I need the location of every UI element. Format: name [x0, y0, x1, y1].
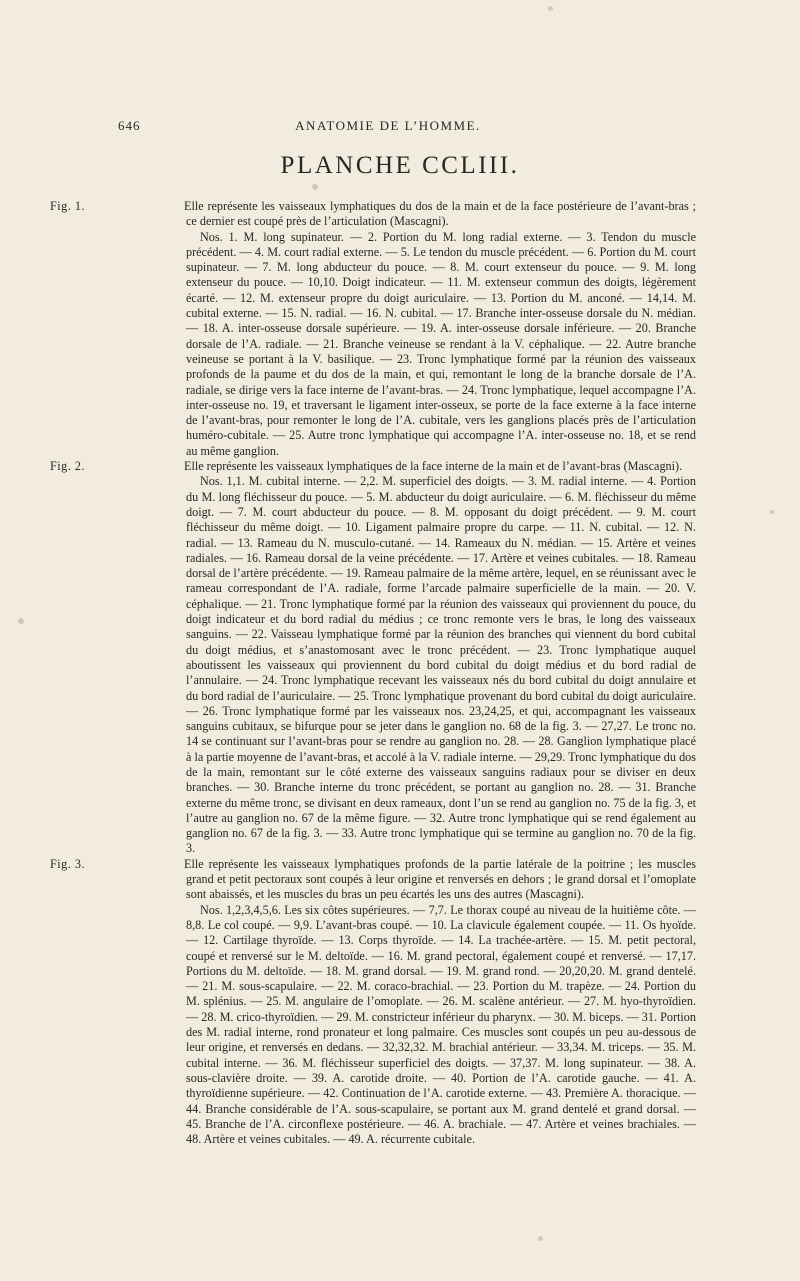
figure-1-legend: Nos. 1. M. long supinateur. — 2. Portion du M. long radial externe. — 3. Tendon du muscle précédent. — 4. M. court radial externe. — 5. Le tendon du muscle précédent. — 6. Portion du M. court supinateur. — 7. M. long abducteur du pouce. — 8. M. court extenseur du pouce. — 9. M. long extenseur du pouce. — 10,10. Doigt indicateur. — 11. M. extenseur commun des doigts, légèrement écarté. — 12. M. extenseur propre du doigt auriculaire. — 13. Portion du M. anconé. — 14,14. M. cubital externe. — 15. N. radial. — 16. N. cubital. — 17. Branche inter-osseuse dorsale du N. médian. — 18. A. inter-osseuse dorsale supérieure. — 19. A. inter-osseuse dorsale inférieure. — 20. Branche dorsale de l’A. radiale. — 21. Branche veineuse se rendant à la V. céphalique. — 22. Autre branche veineuse se portant à la V. basilique. — 23. Tronc lymphatique formé par la réunion des vaisseaux profonds de la paume et du dos de la main, et qui, remontant le long de la branche dorsale de l’A. radiale, se dirige vers la face interne de l’avant-bras. — 24. Tronc lymphatique, lequel accompagne l’A. inter-osseuse no. 19, et traversant le ligament inter-osseux, se porte de la face externe à la face interne de l’avant-bras, pour remonter le long de l’A. cubitale, vers les ganglions placés près de l’articulation huméro-cubitale. — 25. Autre tronc lymphatique qui accompagne l’A. inter-osseuse no. 18, et se rend au même ganglion.	[186, 229, 696, 458]
body-text	[50, 199, 696, 1147]
figure-3-label: Fig. 3.	[50, 856, 85, 871]
paper-speck	[770, 510, 774, 514]
plate-title: PLANCHE CCLIII.	[280, 152, 520, 179]
page-number: 646	[118, 118, 141, 133]
figure-1-intro	[50, 199, 696, 230]
figure-3-intro	[50, 856, 696, 903]
figure-2-legend: Nos. 1,1. M. cubital interne. — 2,2. M. superficiel des doigts. — 3. M. radial interne. — 4. Portion du M. long fléchisseur du pouce. — 5. M. abducteur du doigt auriculaire. — 6. M. fléchisseur du même doigt. — 7. M. court abducteur du pouce. — 8. M. opposant du doigt précédent. — 9. M. court fléchisseur du même doigt. — 10. Ligament palmaire propre du carpe. — 11. N. cubital. — 12. N. radial. — 13. Rameau du N. musculo-cutané. — 14. Rameaux du N. médian. — 15. Artère et veines radiales. — 16. Rameau dorsal de la veine précédente. — 17. Artère et veines cubitales. — 18. Rameau dorsal de l’artère précédente. — 19. Rameau palmaire de la même artère, lequel, en se réunissant avec le rameau correspondant de l’A. radiale, forme l’arcade palmaire superficielle de la main. — 20. V. céphalique. — 21. Tronc lymphatique formé par la réunion des vaisseaux qui proviennent du pouce, du doigt indicateur et du bord radial du médius ; ce tronc remonte vers le bras, le long des vaisseaux sanguins. — 22. Vaisseau lymphatique formé par la réunion des branches qui viennent du bord cubital du doigt médius, et s’anastomosant avec le tronc précédent. — 23. Tronc lymphatique auquel aboutissent les vaisseaux qui proviennent du bord cubital du doigt médius et du bord radial de l’annulaire. — 24. Tronc lymphatique recevant les vaisseaux nés du bord cubital du doigt annulaire et du bord radial de l’auriculaire. — 25. Tronc lymphatique provenant du bord cubital du doigt auriculaire. — 26. Tronc lymphatique formé par les vaisseaux nos. 23,24,25, et qui, accompagnant les vaisseaux sanguins cubitaux, se bifurque pour se jeter dans le ganglion no. 68 de la fig. 3. — 27,27. Le tronc no. 14 se continuant sur l’avant-bras pour se rendre au ganglion no. 28. — 28. Ganglion lymphatique placé à la partie moyenne de l’avant-bras, et accolé à la V. radiale interne. — 29,29. Tronc lymphatique du dos de la main, remontant sur le côté externe des vaisseaux sanguins radiaux pour se diviser en deux branches. — 30. Branche interne du tronc précédent, se portant au ganglion no. 28. — 31. Branche externe du même tronc, se divisant en deux rameaux, dont l’un se rend au ganglion no. 75 de la fig. 3, et l’autre au ganglion no. 67 de la même figure. — 32. Autre tronc lymphatique qui se rend également au ganglion no. 67 de la fig. 3. — 33. Autre tronc lymphatique qui se termine au ganglion no. 70 de la fig. 3.	[186, 474, 696, 856]
figure-2-intro-text: Elle représente les vaisseaux lymphatiques de la face interne de la main et de l’avant-bras (Mascagni).	[184, 459, 683, 474]
figure-1-intro-text: Elle représente les vaisseaux lymphatiques du dos de la main et de la face postérieure de l’avant-bras ; ce dernier est coupé près de l’articulation (Mascagni).	[184, 199, 696, 229]
figure-3	[50, 856, 696, 1148]
paper-speck	[18, 618, 24, 624]
running-title: ANATOMIE DE L’HOMME.	[295, 118, 481, 133]
paper-speck	[548, 6, 553, 11]
figure-1-label: Fig. 1.	[50, 199, 85, 213]
figure-3-legend: Nos. 1,2,3,4,5,6. Les six côtes supérieures. — 7,7. Le thorax coupé au niveau de la huitième côte. — 8,8. Le col coupé. — 9,9. L’avant-bras coupé. — 10. La clavicule également coupée. — 11. Os hyoïde. — 12. Cartilage thyroïde. — 13. Corps thyroïde. — 14. La trachée-artère. — 15. M. petit pectoral, coupé et renversé sur le M. deltoïde. — 16. M. grand pectoral, également coupé et renversé. — 17,17. Portions du M. deltoïde. — 18. M. grand dorsal. — 19. M. grand rond. — 20,20,20. M. grand dentelé. — 21. M. sous-scapulaire. — 22. M. coraco-brachial. — 23. Portion du M. trapèze. — 24. Portion du M. splénius. — 25. M. angulaire de l’omoplate. — 26. M. scalène antérieur. — 27. M. hyo-thyroïdien. — 28. M. crico-thyroïdien. — 29. M. constricteur inférieur du pharynx. — 30. M. biceps. — 31. Portion des M. radial interne, rond pronateur et long palmaire. Ces muscles sont coupés un peu au-dessous de leur origine, et renversés en dedans. — 32,32,32. M. brachial antérieur. — 33,34. M. triceps. — 35. M. cubital interne. — 36. M. fléchisseur superficiel des doigts. — 37,37. M. long supinateur. — 38. A. sous-clavière droite. — 39. A. carotide droite. — 40. Portion de l’A. carotide gauche. — 41. A. thyroïdienne supérieure. — 42. Continuation de l’A. carotide externe. — 43. Première A. thoracique. — 44. Branche considérable de l’A. sous-scapulaire, se portant aux M. grand dentelé et grand dorsal. — 45. Branche de l’A. circonflexe postérieure. — 46. A. brachiale. — 47. Artère et veines brachiales. — 48. Artère et veines cubitales. — 49. A. récurrente cubitale.	[186, 902, 696, 1147]
figure-3-intro-text: Elle représente les vaisseaux lymphatiques profonds de la partie latérale de la poitrine ; les muscles grand et petit pectoraux sont coupés à leur origine et renversés en dehors ; le grand dorsal et l’omoplate sont abaissés, et les muscles du bras un peu écartés les uns des autres (Mascagni).	[184, 856, 696, 902]
figure-1	[50, 199, 696, 459]
figure-2-label: Fig. 2.	[50, 459, 85, 474]
paper-speck	[312, 184, 318, 190]
figure-2	[50, 459, 696, 857]
paper-speck	[538, 1236, 543, 1241]
figure-2-intro	[50, 459, 696, 474]
